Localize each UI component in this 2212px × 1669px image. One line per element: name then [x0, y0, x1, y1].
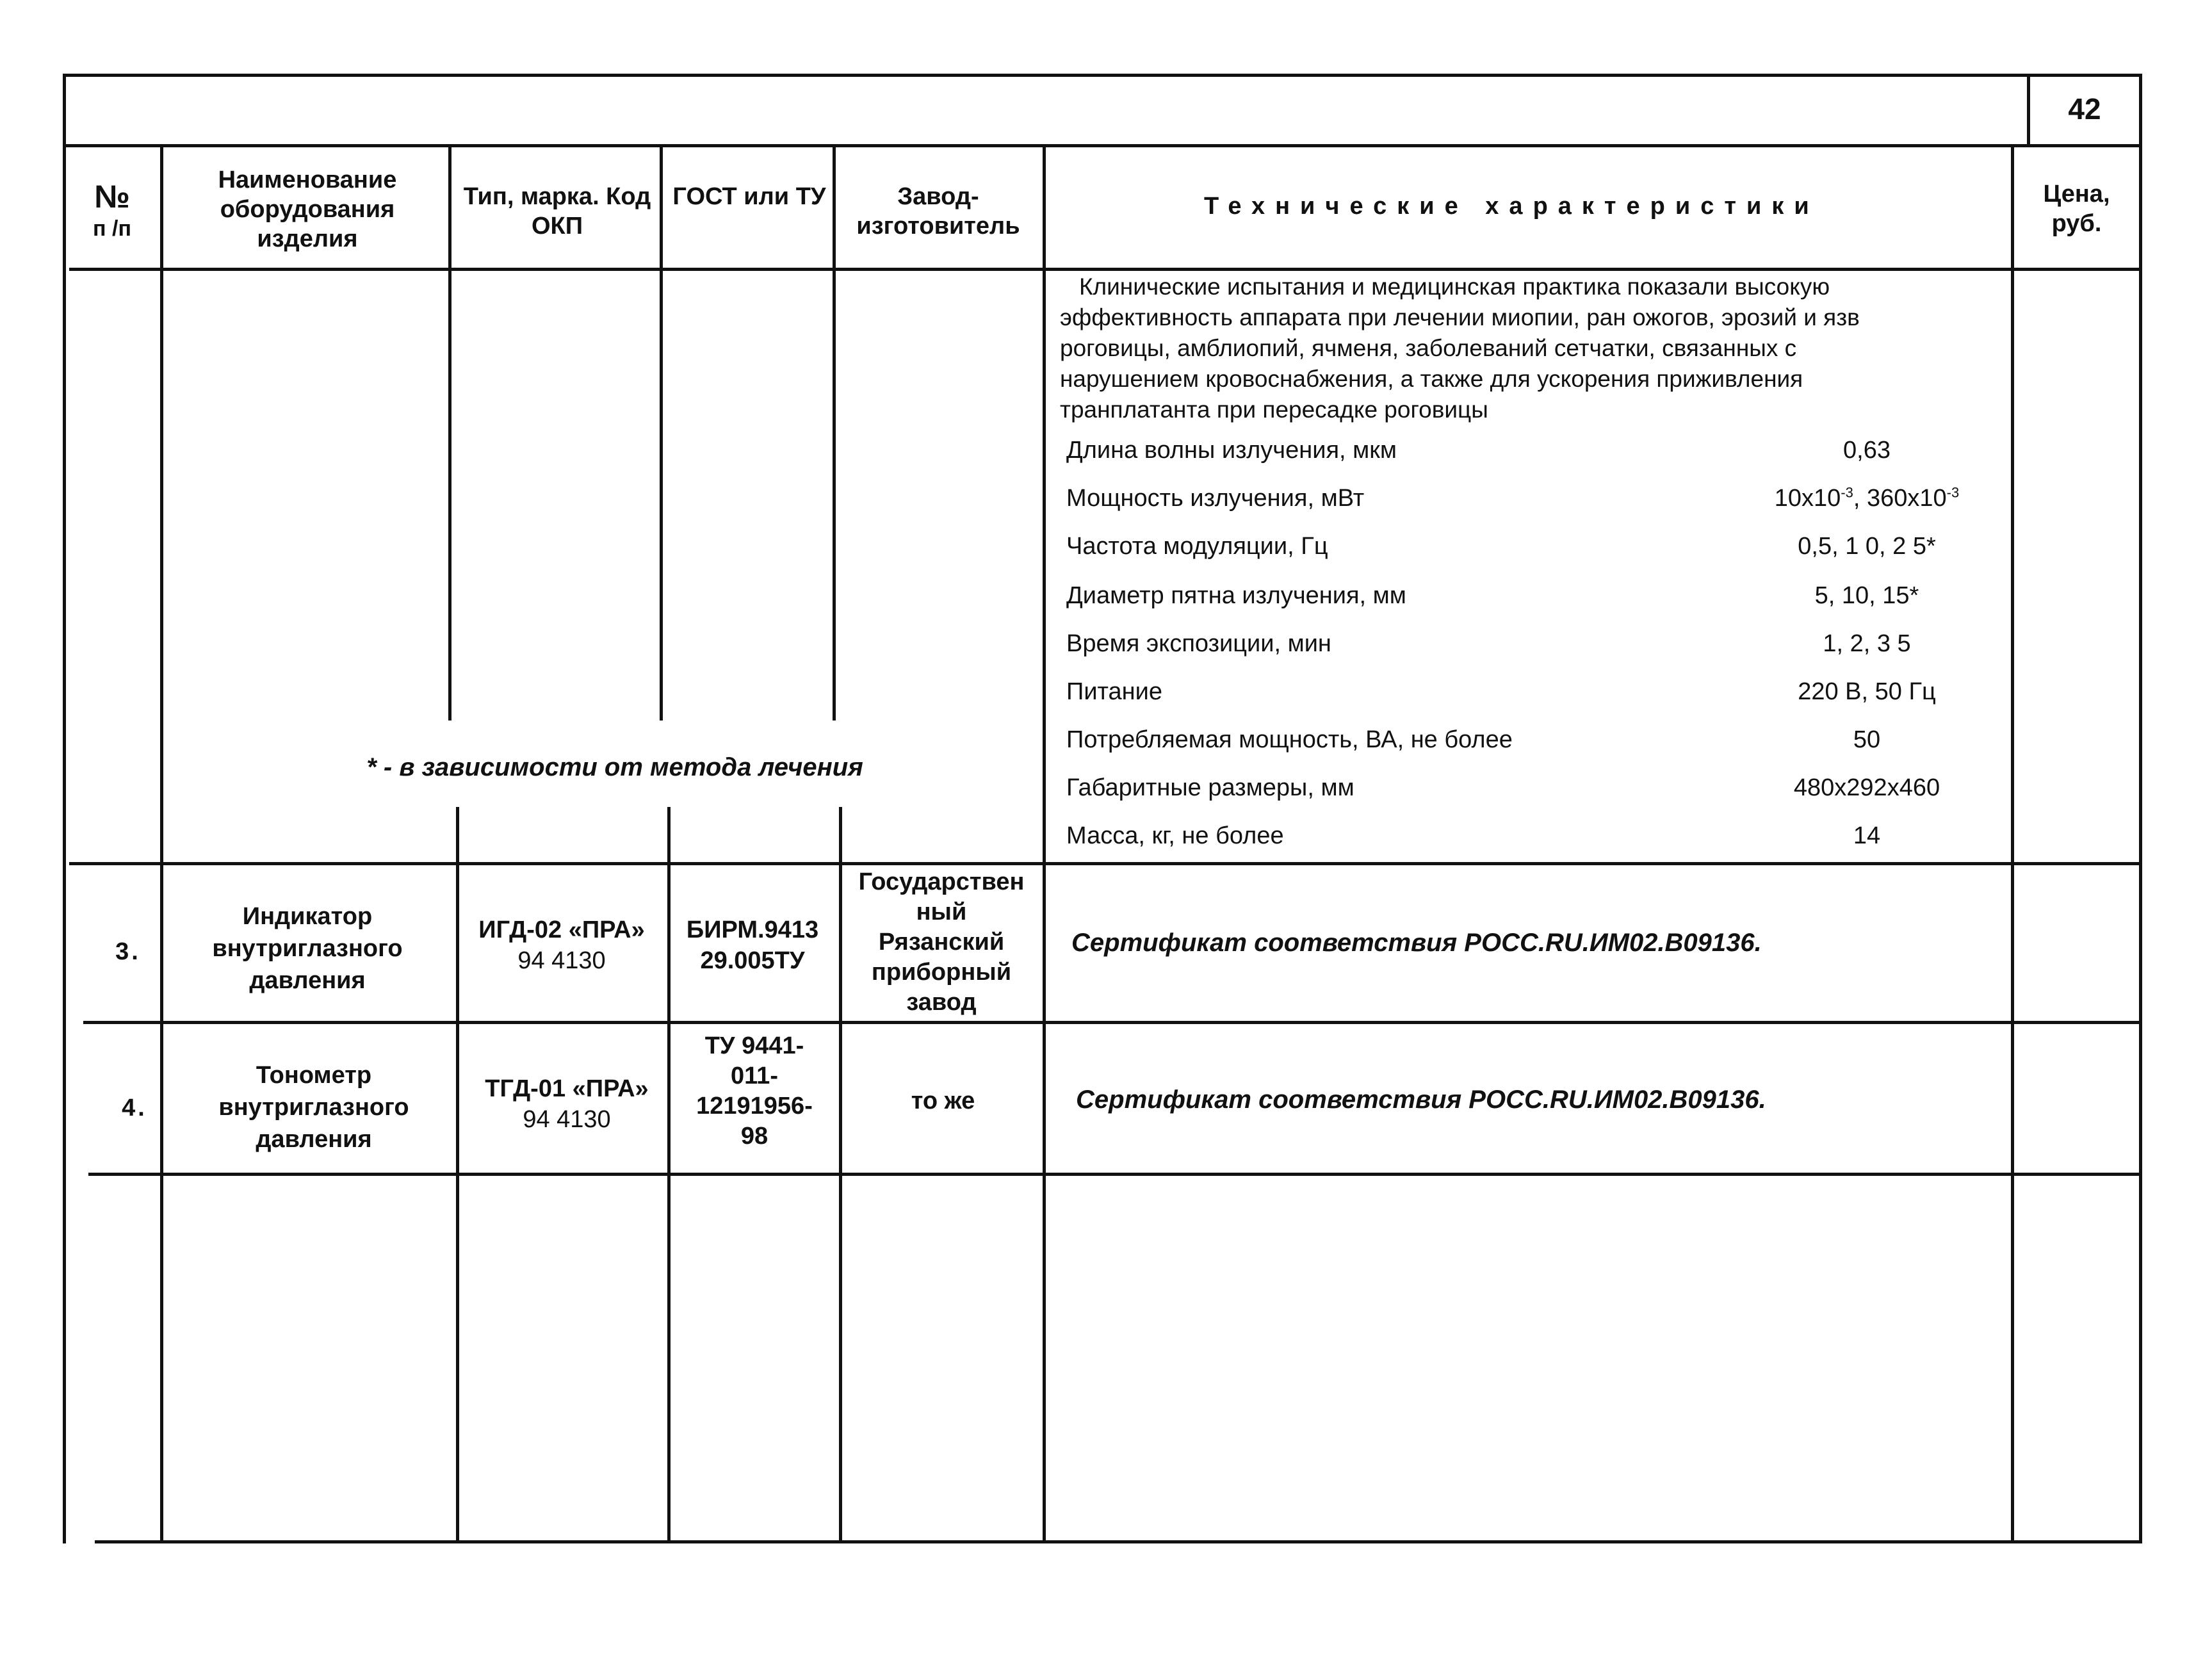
- row3-factory: [839, 867, 1044, 1018]
- header-factory: Завод- изготовитель: [856, 183, 1020, 240]
- spec-param-value: 0,5, 1 0, 2 5*: [1798, 533, 1936, 560]
- spec-param-row: [1066, 721, 2001, 759]
- spec-param-label: Частота модуляции, Гц: [1066, 533, 1328, 560]
- spec-param-value: 1, 2, 3 5: [1823, 630, 1911, 657]
- header-price: Цена, руб.: [2043, 181, 2110, 237]
- rule-row3-top: [69, 862, 2140, 865]
- row4-num: 4.: [122, 1095, 147, 1121]
- row4-gost: [670, 1031, 839, 1152]
- spec-desc-line-4: нарушением кровоснабжения, а также для ускорения приживления: [1060, 366, 1803, 392]
- rule-page-box: [2027, 74, 2030, 147]
- power-exp-a: -3: [1841, 484, 1853, 501]
- spec-param-label: Масса, кг, не более: [1066, 822, 1284, 849]
- rule-header-top: [63, 144, 2140, 147]
- spec-param-value: 0,63: [1843, 437, 1891, 464]
- rule-col-name: [160, 144, 163, 1543]
- header-name: Наименование оборудования изделия: [218, 167, 397, 252]
- spec-description: [1060, 272, 2008, 425]
- row3-name: [167, 900, 448, 997]
- rule-col-specs: [1043, 144, 1046, 1543]
- spec-param-row: [1066, 769, 2001, 807]
- row3-gost-line: 29.005ТУ: [700, 947, 805, 974]
- header-num: [64, 179, 160, 243]
- rule-bottom: [95, 1540, 2142, 1543]
- row3-factory-line: Рязанский: [878, 929, 1005, 956]
- row4-type: [461, 1073, 672, 1135]
- spec-param-value: 50: [1853, 726, 1881, 753]
- spec-desc-line-2: эффективность аппарата при лечении миопии, ран ожогов, эрозий и язв: [1060, 304, 1860, 330]
- power-value-a: 10x10: [1774, 485, 1841, 512]
- header-specs: Технические характеристики: [1204, 193, 1819, 220]
- rule-row4-top: [83, 1021, 2142, 1024]
- spec-param-value: [1732, 479, 2001, 517]
- row3-factory-line: завод: [906, 989, 977, 1016]
- rule-col-factory: [833, 144, 836, 721]
- row4-gost-line: 98: [740, 1123, 769, 1150]
- spec-param-row: [1066, 672, 2001, 711]
- spec-param-label: Потребляемая мощность, ВА, не более: [1066, 726, 1513, 753]
- row3-name-line: давления: [249, 967, 366, 994]
- power-exp-b: -3: [1946, 484, 1960, 501]
- rule-left: [63, 74, 66, 1543]
- row3-factory-line: приборный: [871, 959, 1012, 986]
- footnote: * - в зависимости от метода лечения: [346, 749, 884, 785]
- row4-name-line: давления: [256, 1126, 372, 1153]
- row4-gost-line: 12191956-: [696, 1093, 813, 1119]
- spec-param-label: Время экспозиции, мин: [1066, 630, 1331, 657]
- row3-type-code: 94 4130: [517, 947, 606, 974]
- row3-num: 3.: [115, 938, 141, 965]
- spec-param-label: Мощность излучения, мВт: [1066, 485, 1365, 512]
- row3-type: [456, 915, 667, 976]
- row3-factory-line: Государствен: [858, 868, 1025, 895]
- spec-param-row: [1066, 527, 2001, 566]
- spec-param-label: Габаритные размеры, мм: [1066, 774, 1354, 801]
- row4-name: [173, 1059, 455, 1155]
- row3-name-line: Индикатор: [242, 903, 373, 930]
- spec-desc-line-3: роговицы, амблиопий, ячменя, заболеваний сетчатки, связанных с: [1060, 335, 1797, 361]
- row4-type-model: ТГД-01 «ПРА»: [485, 1075, 649, 1102]
- rule-right: [2139, 74, 2142, 1543]
- header-num-bottom: п /п: [93, 216, 131, 241]
- spec-param-value: 220 В, 50 Гц: [1798, 678, 1936, 705]
- spec-param-row: [1066, 624, 2001, 663]
- spec-param-label: Длина волны излучения, мкм: [1066, 437, 1397, 464]
- page-number: 42: [2068, 92, 2101, 126]
- row3-type-model: ИГД-02 «ПРА»: [478, 916, 645, 943]
- spec-param-row: [1066, 817, 2001, 855]
- row4-gost-line: ТУ 9441-: [704, 1032, 804, 1059]
- row3-name-line: внутриглазного: [212, 935, 403, 962]
- spec-param-value: 480x292x460: [1793, 774, 1940, 801]
- spec-desc-line-5: транплатанта при пересадке роговицы: [1060, 396, 1488, 423]
- rule-top: [63, 74, 2140, 77]
- rule-header-bottom: [69, 268, 2140, 271]
- spec-param-row: [1066, 576, 2001, 615]
- power-value-b: , 360x10: [1853, 485, 1947, 512]
- header-num-top: №: [94, 179, 130, 215]
- row4-name-line: внутриглазного: [218, 1094, 409, 1121]
- rule-col-price: [2011, 144, 2014, 1543]
- row4-type-code: 94 4130: [523, 1106, 611, 1133]
- spec-param-row: [1066, 479, 2001, 517]
- header-type: Тип, марка. Код ОКП: [463, 183, 651, 240]
- rule-row4-bottom: [88, 1173, 2142, 1176]
- row4-gost-line: 011-: [731, 1062, 778, 1089]
- spec-param-value: 14: [1853, 822, 1881, 849]
- rule-col-type: [448, 144, 451, 721]
- row4-factory: то же: [911, 1087, 975, 1114]
- spec-param-row: [1066, 431, 2001, 469]
- row3-gost: [666, 915, 839, 976]
- row4-spec: Сертификат соответствия РОСС.RU.ИМ02.В09136.: [1076, 1086, 1766, 1114]
- row3-spec: Сертификат соответствия РОСС.RU.ИМ02.В09136.: [1071, 929, 1762, 957]
- rule-col-gost: [660, 144, 663, 721]
- row3-gost-line: БИРМ.9413: [686, 916, 819, 943]
- spec-param-value: 5, 10, 15*: [1814, 582, 1919, 609]
- header-gost: ГОСТ или ТУ: [672, 183, 826, 210]
- spec-param-label: Питание: [1066, 678, 1162, 705]
- row4-name-line: Тонометр: [256, 1062, 372, 1089]
- spec-param-label: Диаметр пятна излучения, мм: [1066, 582, 1406, 609]
- row3-factory-line: ный: [916, 899, 967, 925]
- spec-desc-line-1: Клинические испытания и медицинская практика показали высокую: [1079, 273, 1830, 300]
